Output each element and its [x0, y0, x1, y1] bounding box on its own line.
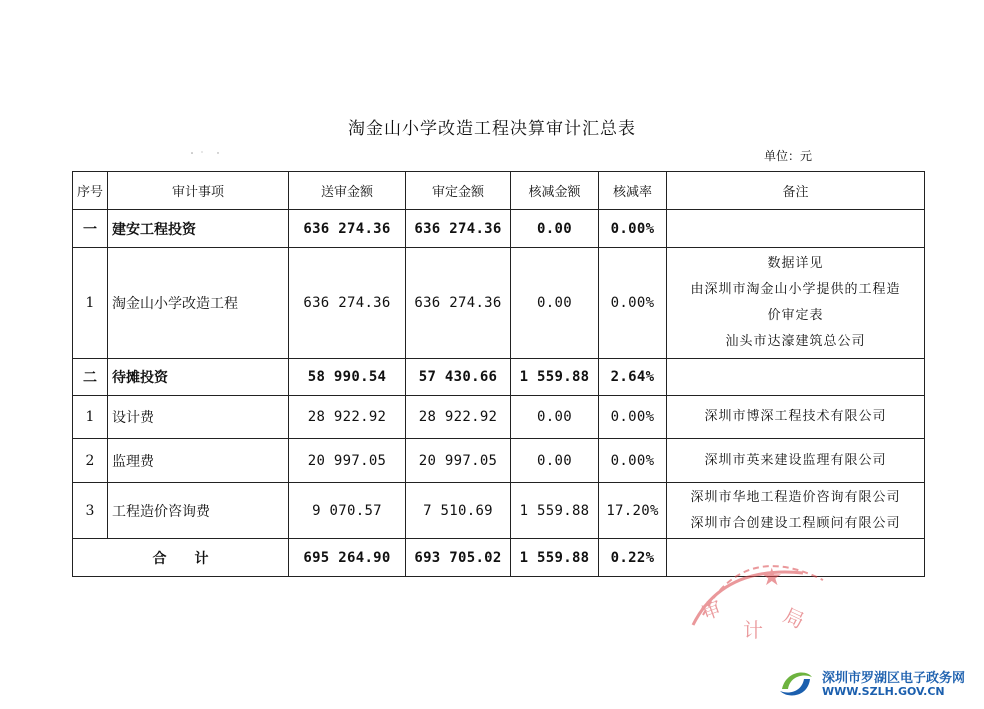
row-reduced: 0.00	[511, 248, 599, 359]
row-seq: 1	[73, 248, 108, 359]
site-name: 深圳市罗湖区电子政务网	[822, 671, 966, 686]
table-row	[73, 483, 925, 539]
total-submitted: 695 264.90	[289, 539, 406, 577]
row-rate: 0.00%	[599, 439, 667, 483]
row-submitted: 20 997.05	[289, 439, 406, 483]
total-rate: 0.22%	[599, 539, 667, 577]
site-watermark-logo	[776, 663, 981, 705]
header-rate: 核减率	[599, 172, 667, 210]
table-row	[73, 439, 925, 483]
note-line: 由深圳市淘金山小学提供的工程造	[690, 282, 901, 297]
row-item: 淘金山小学改造工程	[108, 248, 289, 359]
row-approved: 28 922.92	[406, 396, 511, 439]
red-seal-stamp	[683, 545, 833, 655]
row-seq: 2	[73, 439, 108, 483]
header-note: 备注	[667, 172, 925, 210]
header-reduced: 核减金额	[511, 172, 599, 210]
row-note	[667, 210, 925, 248]
note-line: 价审定表	[767, 308, 824, 323]
table-row	[73, 248, 925, 359]
audit-summary-table	[72, 171, 925, 577]
row-seq: 二	[73, 359, 108, 396]
header-item: 审计事项	[108, 172, 289, 210]
row-submitted: 58 990.54	[289, 359, 406, 396]
row-note	[667, 248, 925, 359]
header-seq: 序号	[73, 172, 108, 210]
row-reduced: 1 559.88	[511, 483, 599, 539]
note-line: 深圳市英来建设监理有限公司	[704, 452, 887, 468]
header-approved: 审定金额	[406, 172, 511, 210]
swirl-logo-icon	[776, 663, 816, 703]
row-rate: 17.20%	[599, 483, 667, 539]
row-rate: 0.00%	[599, 210, 667, 248]
row-item: 设计费	[108, 396, 289, 439]
row-item: 监理费	[108, 439, 289, 483]
note-line: 深圳市华地工程造价咨询有限公司	[690, 489, 901, 505]
header-submitted: 送审金额	[289, 172, 406, 210]
row-seq: 1	[73, 396, 108, 439]
scan-speckle	[188, 150, 228, 156]
svg-text:审: 审	[697, 595, 725, 625]
row-reduced: 0.00	[511, 396, 599, 439]
svg-text:计: 计	[743, 618, 763, 642]
row-note	[667, 396, 925, 439]
unit-label: 单位：元	[764, 149, 813, 163]
note-line: 深圳市博深工程技术有限公司	[704, 409, 887, 424]
row-reduced: 1 559.88	[511, 359, 599, 396]
row-note	[667, 359, 925, 396]
row-item: 待摊投资	[108, 359, 289, 396]
row-approved: 636 274.36	[406, 248, 511, 359]
total-approved: 693 705.02	[406, 539, 511, 577]
row-rate: 2.64%	[599, 359, 667, 396]
row-approved: 20 997.05	[406, 439, 511, 483]
row-seq: 3	[73, 483, 108, 539]
document-title: 淘金山小学改造工程决算审计汇总表	[348, 119, 636, 139]
svg-text:局: 局	[779, 603, 808, 634]
svg-text:★: ★	[761, 563, 783, 591]
row-submitted: 28 922.92	[289, 396, 406, 439]
total-reduced: 1 559.88	[511, 539, 599, 577]
row-seq: 一	[73, 210, 108, 248]
row-rate: 0.00%	[599, 248, 667, 359]
row-item: 建安工程投资	[108, 210, 289, 248]
row-note	[667, 439, 925, 483]
table-header-row	[73, 172, 925, 210]
table-row	[73, 396, 925, 439]
row-submitted: 636 274.36	[289, 210, 406, 248]
row-reduced: 0.00	[511, 210, 599, 248]
row-submitted: 9 070.57	[289, 483, 406, 539]
note-line: 数据详见	[767, 256, 824, 271]
site-url: WWW.SZLH.GOV.CN	[822, 685, 945, 698]
row-submitted: 636 274.36	[289, 248, 406, 359]
row-note	[667, 483, 925, 539]
row-approved: 57 430.66	[406, 359, 511, 396]
row-approved: 636 274.36	[406, 210, 511, 248]
table-row	[73, 210, 925, 248]
row-rate: 0.00%	[599, 396, 667, 439]
note-line: 深圳市合创建设工程顾问有限公司	[690, 515, 901, 531]
total-label: 合 计	[73, 539, 289, 577]
row-item: 工程造价咨询费	[108, 483, 289, 539]
note-line: 汕头市达濠建筑总公司	[725, 334, 866, 349]
row-reduced: 0.00	[511, 439, 599, 483]
table-row	[73, 359, 925, 396]
row-approved: 7 510.69	[406, 483, 511, 539]
